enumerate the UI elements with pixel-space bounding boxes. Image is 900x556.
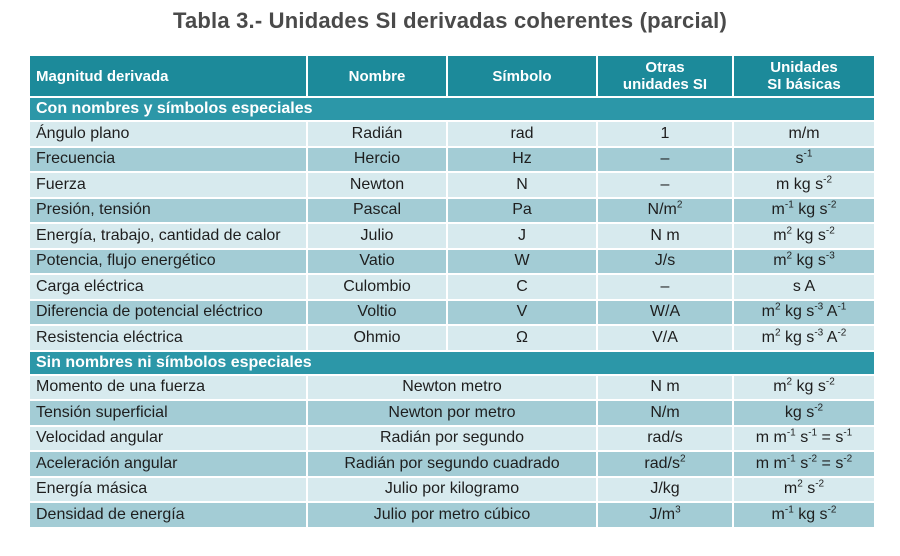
- cell-otras: –: [598, 148, 732, 172]
- section-row: [30, 352, 874, 374]
- table-row: [30, 199, 874, 223]
- cell-nombre: Julio por kilogramo: [308, 478, 596, 502]
- section-label: Con nombres y símbolos especiales: [30, 98, 874, 120]
- header-nombre: Nombre: [308, 56, 446, 96]
- cell-magnitud: Tensión superficial: [30, 401, 306, 425]
- cell-magnitud: Densidad de energía: [30, 503, 306, 527]
- table-row: [30, 148, 874, 172]
- cell-otras: $N/m^2$: [598, 199, 732, 223]
- table-body: [30, 98, 874, 527]
- cell-nombre: Julio: [308, 224, 446, 248]
- cell-otras: $J/m^3$: [598, 503, 732, 527]
- cell-basicas: s A: [734, 275, 874, 299]
- cell-simbolo: V: [448, 301, 596, 325]
- cell-nombre: Voltio: [308, 301, 446, 325]
- cell-nombre: Ohmio: [308, 326, 446, 350]
- cell-basicas: $m^2$ kg $s^{-3}$ $A^{-2}$: [734, 326, 874, 350]
- cell-otras: –: [598, 173, 732, 197]
- cell-simbolo: W: [448, 250, 596, 274]
- cell-simbolo: rad: [448, 122, 596, 146]
- cell-magnitud: Velocidad angular: [30, 427, 306, 451]
- cell-otras: V/A: [598, 326, 732, 350]
- cell-simbolo: C: [448, 275, 596, 299]
- cell-magnitud: Ángulo plano: [30, 122, 306, 146]
- cell-basicas: $m^{-1}$ kg $s^{-2}$: [734, 199, 874, 223]
- cell-magnitud: Momento de una fuerza: [30, 376, 306, 400]
- cell-nombre: Radián por segundo: [308, 427, 596, 451]
- cell-nombre: Culombio: [308, 275, 446, 299]
- cell-otras: rad/s: [598, 427, 732, 451]
- cell-nombre: Julio por metro cúbico: [308, 503, 596, 527]
- cell-simbolo: Hz: [448, 148, 596, 172]
- cell-magnitud: Fuerza: [30, 173, 306, 197]
- table-row: [30, 503, 874, 527]
- cell-otras: rad/$s^2$: [598, 452, 732, 476]
- table-row: [30, 427, 874, 451]
- cell-otras: W/A: [598, 301, 732, 325]
- cell-basicas: m/m: [734, 122, 874, 146]
- header-otras: Otras unidades SI: [598, 56, 732, 96]
- table-row: [30, 250, 874, 274]
- table-row: [30, 326, 874, 350]
- table-row: [30, 173, 874, 197]
- cell-otras: J/s: [598, 250, 732, 274]
- cell-basicas: m $m^{-1}$ $s^{-2} = s^{-2}$: [734, 452, 874, 476]
- cell-simbolo: J: [448, 224, 596, 248]
- cell-magnitud: Diferencia de potencial eléctrico: [30, 301, 306, 325]
- table-row: [30, 122, 874, 146]
- cell-nombre: Hercio: [308, 148, 446, 172]
- cell-basicas: $m^2$ kg $s^{-3}$: [734, 250, 874, 274]
- cell-magnitud: Potencia, flujo energético: [30, 250, 306, 274]
- cell-nombre: Radián por segundo cuadrado: [308, 452, 596, 476]
- cell-otras: N m: [598, 224, 732, 248]
- cell-nombre: Vatio: [308, 250, 446, 274]
- cell-basicas: kg $s^{-2}$: [734, 401, 874, 425]
- cell-otras: N/m: [598, 401, 732, 425]
- cell-nombre: Newton por metro: [308, 401, 596, 425]
- cell-otras: J/kg: [598, 478, 732, 502]
- table-row: [30, 275, 874, 299]
- cell-nombre: Newton metro: [308, 376, 596, 400]
- header-simbolo: Símbolo: [448, 56, 596, 96]
- table-row: [30, 376, 874, 400]
- header-basicas: Unidades SI básicas: [734, 56, 874, 96]
- cell-magnitud: Energía másica: [30, 478, 306, 502]
- cell-basicas: $m^2$ kg $s^{-2}$: [734, 376, 874, 400]
- cell-basicas: m kg $s^{-2}$: [734, 173, 874, 197]
- cell-basicas: $m^2$ kg $s^{-2}$: [734, 224, 874, 248]
- si-units-table: [28, 54, 876, 529]
- cell-basicas: $m^2$ $s^{-2}$: [734, 478, 874, 502]
- table-row: [30, 224, 874, 248]
- cell-basicas: $m^2$ kg $s^{-3}$ $A^{-1}$: [734, 301, 874, 325]
- table-title: Tabla 3.- Unidades SI derivadas coherentes (parcial): [172, 8, 728, 33]
- header-magnitud: Magnitud derivada: [30, 56, 306, 96]
- cell-simbolo: Ω: [448, 326, 596, 350]
- cell-basicas: $s^{-1}$: [734, 148, 874, 172]
- table-row: [30, 478, 874, 502]
- cell-simbolo: N: [448, 173, 596, 197]
- header-row: [30, 56, 874, 96]
- cell-magnitud: Frecuencia: [30, 148, 306, 172]
- cell-nombre: Newton: [308, 173, 446, 197]
- cell-basicas: $m^{-1}$ kg $s^{-2}$: [734, 503, 874, 527]
- cell-magnitud: Resistencia eléctrica: [30, 326, 306, 350]
- cell-simbolo: Pa: [448, 199, 596, 223]
- cell-otras: –: [598, 275, 732, 299]
- table-row: [30, 301, 874, 325]
- cell-basicas: m $m^{-1}$ $s^{-1} = s^{-1}$: [734, 427, 874, 451]
- cell-otras: 1: [598, 122, 732, 146]
- table-row: [30, 452, 874, 476]
- cell-magnitud: Carga eléctrica: [30, 275, 306, 299]
- cell-nombre: Pascal: [308, 199, 446, 223]
- cell-otras: N m: [598, 376, 732, 400]
- cell-nombre: Radián: [308, 122, 446, 146]
- section-label: Sin nombres ni símbolos especiales: [30, 352, 874, 374]
- cell-magnitud: Aceleración angular: [30, 452, 306, 476]
- table-row: [30, 401, 874, 425]
- cell-magnitud: Energía, trabajo, cantidad de calor: [30, 224, 306, 248]
- cell-magnitud: Presión, tensión: [30, 199, 306, 223]
- section-row: [30, 98, 874, 120]
